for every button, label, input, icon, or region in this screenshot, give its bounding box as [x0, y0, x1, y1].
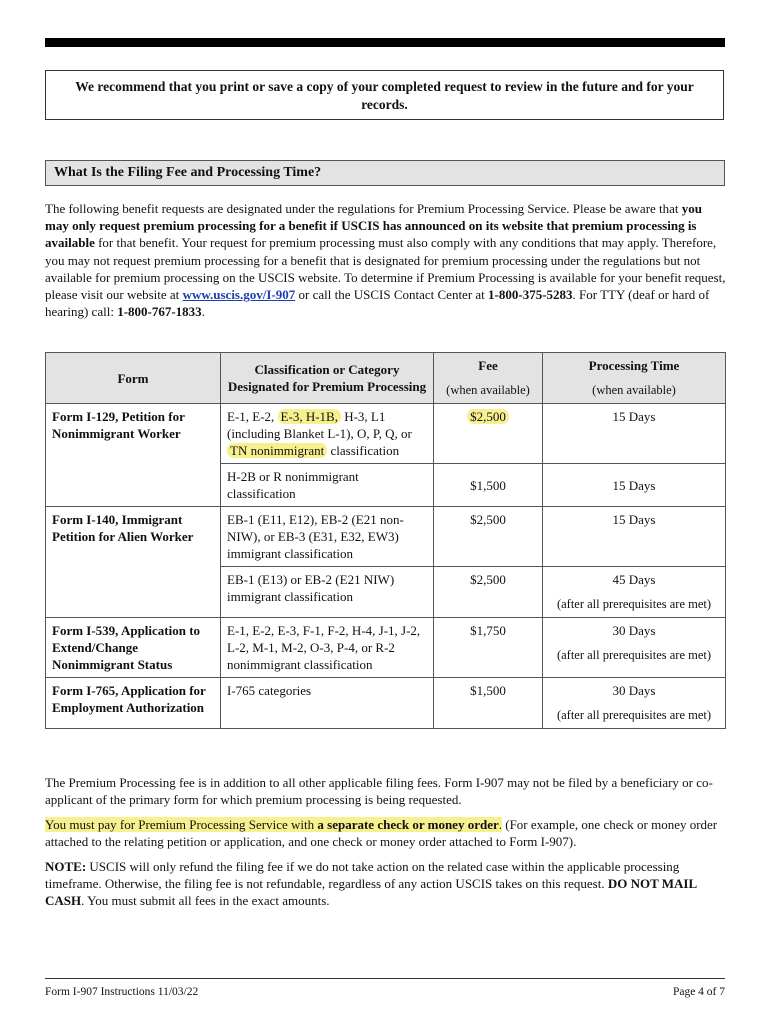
note-paragraph: NOTE: USCIS will only refund the filing fee if we do not take action on the related case within the applicable processing timeframe. Otherwise, the filing fee is not refundable, regardless of any action USCIS takes on this request. DO NOT MAIL CASH. You must submit all fees in the exact amounts.	[45, 859, 697, 909]
uscis-website-link[interactable]: www.uscis.gov/I-907	[182, 287, 296, 303]
classification-cell: EB-1 (E13) or EB-2 (E21 NIW) immigrant classification	[221, 567, 434, 618]
fee-cell: $1,750	[434, 618, 543, 678]
fee-cell: $2,500	[434, 567, 543, 618]
fee-table	[45, 352, 726, 729]
footer-rule	[45, 978, 725, 979]
form-name-cell: Form I-129, Petition for Nonimmigrant Worker	[46, 404, 221, 507]
highlight-mark: $2,500	[467, 409, 509, 424]
processing-time-cell: 30 Days (after all prerequisites are met)	[543, 618, 726, 678]
form-name-cell: Form I-539, Application to Extend/Change Nonimmigrant Status	[46, 618, 221, 678]
processing-time-cell: 45 Days (after all prerequisites are met)	[543, 567, 726, 618]
footer-form-id: Form I-907 Instructions 11/03/22	[45, 986, 199, 998]
fee-cell: $1,500	[434, 464, 543, 507]
processing-time-cell: 15 Days	[543, 404, 726, 464]
form-name-cell: Form I-765, Application for Employment Authorization	[46, 678, 221, 729]
classification-cell: E-1, E-2, E-3, F-1, F-2, H-4, J-1, J-2, L-2, M-1, M-2, O-3, P-4, or R-2 nonimmigrant classification	[221, 618, 434, 678]
fee-cell: $1,500	[434, 678, 543, 729]
table-row	[46, 507, 726, 567]
processing-time-cell: 15 Days	[543, 464, 726, 507]
table-row	[46, 618, 726, 678]
form-name-cell: Form I-140, Immigrant Petition for Alien Worker	[46, 507, 221, 618]
classification-cell: I-765 categories	[221, 678, 434, 729]
top-rule	[45, 38, 725, 47]
table-header-row	[46, 353, 726, 404]
fee-cell	[434, 404, 543, 464]
table-row	[46, 404, 726, 464]
highlight-mark: You must pay for Premium Processing Service with a separate check or money order.	[45, 817, 502, 832]
tty-phone: 1-800-767-1833	[117, 304, 202, 320]
fee-cell: $2,500	[434, 507, 543, 567]
page-number: Page 4 of 7	[672, 986, 725, 998]
header-classification: Classification or Category Designated for Premium Processing	[221, 353, 434, 404]
classification-cell: E-1, E-2, E-3, H-1B, H-3, L1 (including Blanket L-1), O, P, Q, or TN nonimmigrant classification	[221, 404, 434, 464]
intro-paragraph: The following benefit requests are designated under the regulations for Premium Processing Service. Please be aware that you may only request premium processing for a benefit if USCIS has announced on its website that premium processing is available for that benefit. Your request for premium processing must also comply with any conditions that may apply. Therefore, you may not request premium processing for a benefit that is designated for premium processing under the regulations but not available for premium processing on the USCIS website. To determine if Premium Processing is available for your benefit request, please visit our website at www.uscis.gov/I-907 or call the USCIS Contact Center at 1-800-375-5283. For TTY (deaf or hard of hearing) call: 1-800-767-1833.	[45, 201, 726, 320]
recommendation-notice: We recommend that you print or save a copy of your completed request to review in the future and for your records.	[45, 70, 724, 120]
classification-cell: H-2B or R nonimmigrant classification	[221, 464, 434, 507]
header-processing-time: Processing Time (when available)	[543, 353, 726, 404]
classification-cell: EB-1 (E11, E12), EB-2 (E21 non-NIW), or EB-3 (E31, E32, EW3) immigrant classification	[221, 507, 434, 567]
processing-time-cell: 15 Days	[543, 507, 726, 567]
contact-center-phone: 1-800-375-5283	[488, 287, 573, 303]
note-label: NOTE:	[45, 859, 87, 874]
header-form: Form	[46, 353, 221, 404]
fee-paragraph: The Premium Processing fee is in addition to all other applicable filing fees. Form I-907 may not be filed by a beneficiary or co-applicant of the primary form for which premium processing is being requested.	[45, 775, 713, 808]
table-row	[46, 678, 726, 729]
highlight-mark: TN nonimmigrant	[227, 443, 327, 458]
processing-time-cell: 30 Days (after all prerequisites are met)	[543, 678, 726, 729]
payment-paragraph: You must pay for Premium Processing Service with a separate check or money order. (For example, one check or money order attached to the relating petition or application, and one check or money order attached to Form I-907).	[45, 817, 718, 850]
header-fee: Fee (when available)	[434, 353, 543, 404]
highlight-mark: E-3, H-1B,	[278, 409, 341, 424]
section-heading: What Is the Filing Fee and Processing Time?	[45, 160, 725, 186]
